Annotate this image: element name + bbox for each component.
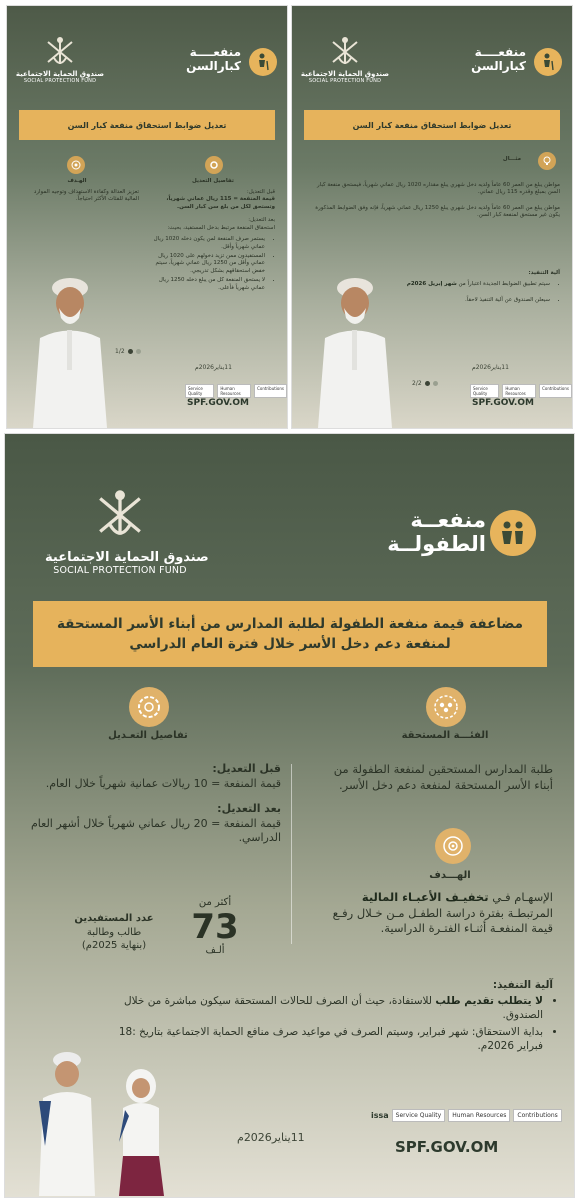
- khanjar-emblem-icon: [325, 34, 365, 70]
- count-block: [175, 896, 255, 957]
- elderly-person-icon: [255, 53, 271, 71]
- target-group-text: طلبة المدارس المستحقين لمنفعة الطفولة من أبناء الأسر المستحقة لمنفعة دعم دخل الأسر.: [333, 762, 553, 792]
- count-suffix: ألـف: [205, 944, 225, 956]
- goal-text: تعزيز العدالة وكفاءة الاستهداف وتوجيه الموارد المالية للفئات الأكثر احتياجاً.: [33, 189, 139, 203]
- list-item: • يستمر صرف المنفعة لمن يكون دخله 1020 ريال عماني شهرياً وأقل.: [153, 236, 265, 251]
- example-1: مواطن يبلغ من العمر 60 عاماً ولديه دخل شهري يبلغ مقداره 1020 ريال عماني شهرياً، فيستحق منفعة كبار السن بمبلغ وقدره 115 ريال عماني.: [316, 182, 560, 196]
- implementation-block: [392, 270, 560, 306]
- cert-badge: Contributions: [539, 384, 572, 398]
- before-heading: قبل التعديل:: [212, 762, 281, 775]
- implementation-block: [95, 978, 553, 1055]
- details-block: [153, 189, 275, 294]
- conditions-list: [153, 236, 275, 292]
- list-item: • لا يتطلب تقديم طلب للاستفادة، حيث أن الصرف للحالات المستحقة سيكون مباشرة من خلال الصندوق.: [95, 994, 543, 1022]
- after-text: قيمة المنفعة = 20 ريال عماني شهرياً خلال أشهر العام الدراسي.: [30, 816, 281, 845]
- org-name-ar: صندوق الحماية الاجتماعية: [15, 70, 105, 78]
- poster-childhood: [4, 433, 575, 1198]
- spf-logo: [45, 484, 209, 576]
- elderly-person-icon: [540, 53, 556, 71]
- impl-heading: آلية التنفيذ:: [528, 270, 560, 276]
- list-item: • سيعلن الصندوق عن آلية التنفيذ لاحقاً.: [392, 297, 550, 304]
- target-icon: [435, 828, 471, 864]
- count-number: 73: [191, 906, 239, 947]
- website-link[interactable]: SPF.GOV.OM: [472, 398, 534, 408]
- list-item: • بداية الاستحقاق: شهر فبراير، وسيتم الصرف في مواعيد صرف منافع الحماية الاجتماعية بتاريخ :18 فبراير 2026م.: [95, 1025, 543, 1053]
- target-icon: [67, 156, 85, 174]
- org-name-en: SOCIAL PROTECTION FUND: [53, 565, 187, 576]
- page-title: منفعــــة كبارالسن: [471, 45, 526, 73]
- spf-logo: [300, 34, 390, 84]
- elderly-man-illustration: [25, 268, 115, 428]
- example-heading: مثـــال: [502, 156, 522, 162]
- certifications: [470, 384, 572, 398]
- before-text: قيمة المنفعة = 115 ريال عماني شهرياً، وتستحق لكل من بلغ سن كبار السن.: [166, 196, 275, 210]
- page-dot: [128, 349, 133, 354]
- org-name-ar: صندوق الحماية الاجتماعية: [45, 550, 209, 565]
- page-title: منفعــــة كبارالسن: [186, 45, 241, 73]
- cert-badge: Contributions: [513, 1109, 561, 1122]
- count-label-sub: طالب وطالبة: [86, 926, 142, 938]
- spf-logo: [15, 34, 105, 84]
- cert-badge: Contributions: [254, 384, 287, 398]
- website-link[interactable]: SPF.GOV.OM: [187, 398, 249, 408]
- headline-banner: مضاعفة قيمة منفعة الطفولة لطلبة المدارس من أبناء الأسر المستحقة لمنفعة دعم دخل الأسر خلال فترة العام الدراسي: [33, 601, 547, 667]
- children-icon: [499, 520, 527, 546]
- poster-elderly-2: [291, 5, 573, 429]
- count-label-note: (بنهاية 2025م): [81, 940, 147, 951]
- details-heading: تفاصيل التعديل: [192, 178, 234, 184]
- pagination: [115, 348, 141, 355]
- page-indicator: 2/2: [412, 380, 422, 387]
- certifications: [185, 384, 287, 398]
- children-badge: [490, 510, 536, 556]
- org-name-en: SOCIAL PROTECTION FUND: [23, 78, 97, 84]
- org-name-en: SOCIAL PROTECTION FUND: [308, 78, 382, 84]
- page-title: منفعــة الطفولــة: [387, 508, 486, 557]
- count-labels: [57, 912, 171, 953]
- elderly-badge: [534, 48, 562, 76]
- list-item: • لا يستحق المنفعة كل من يبلغ دخله 1250 ريال عماني شهرياً فأعلى.: [153, 277, 265, 292]
- pagination: [412, 380, 438, 387]
- publish-date: 11يناير2026م: [472, 364, 509, 371]
- certifications: [371, 1109, 562, 1122]
- page-dot: [433, 381, 438, 386]
- before-text: قيمة المنفعة = 10 ريالات عمانية شهرياً خلال العام.: [45, 776, 281, 790]
- khanjar-emblem-icon: [40, 34, 80, 70]
- before-heading: قبل التعديل:: [246, 189, 275, 195]
- khanjar-emblem-icon: [87, 484, 153, 546]
- count-label-title: عدد المستفيدين: [74, 913, 154, 924]
- headline-banner: تعديل ضوابط استحقاق منفعة كبار السن: [304, 110, 560, 140]
- publish-date: 11يناير2026م: [195, 364, 232, 371]
- cert-badge: Service Quality: [185, 384, 214, 398]
- website-link[interactable]: SPF.GOV.OM: [395, 1138, 499, 1156]
- details-block: [25, 762, 281, 846]
- poster-elderly-1: [6, 5, 288, 429]
- page-indicator: 1/2: [115, 348, 125, 355]
- column-divider: [291, 764, 292, 944]
- impl-heading: آلية التنفيذ:: [492, 979, 553, 991]
- after-heading: بعد التعديل:: [248, 217, 275, 224]
- target-group-heading: الفئـــة المستحقة: [401, 730, 489, 741]
- count-prefix: أكثر من: [198, 897, 232, 908]
- page-dot: [425, 381, 430, 386]
- issa-logo: issa: [371, 1111, 389, 1120]
- example-2: مواطن يبلغ من العمر 60 عاماً ولديه دخل شهري يبلغ 1250 ريال عماني شهرياً، فإنه وفق الضوابط المذكورة يكون غير مستحق لمنفعة كبار السن.: [315, 204, 560, 219]
- publish-date: 11يناير2026م: [237, 1131, 305, 1144]
- page-dot: [136, 349, 141, 354]
- elderly-man-illustration: [310, 268, 400, 428]
- details-heading: تفاصيل التعـديل: [108, 730, 188, 741]
- cert-badge: Human Resources: [448, 1109, 510, 1122]
- lightbulb-icon: [538, 152, 556, 170]
- goal-heading: الهـــدف: [429, 870, 471, 881]
- gear-icon: [129, 687, 169, 727]
- cert-badge: Human Resources: [502, 384, 536, 398]
- example-block: [304, 182, 560, 220]
- cert-badge: Service Quality: [470, 384, 499, 398]
- headline-banner: تعديل ضوابط استحقاق منفعة كبار السن: [19, 110, 275, 140]
- goal-text: الإسهـام فـي تخفيـف الأعبـاء المالية المرتبطـة بفترة دراسة الطفـل مـن خـلال رفـع قيمة المنفعـة أثنـاء الفتـرة الدراسية.: [332, 890, 553, 936]
- cert-badge: Service Quality: [392, 1109, 446, 1122]
- cert-badge: Human Resources: [217, 384, 251, 398]
- elderly-badge: [249, 48, 277, 76]
- list-item: • المستفيدون ممن تزيد دخولهم على 1020 ريال عماني وأقل من 1250 ريال عماني شهرياً، سيتم خفض استحقاقهم بشكل تدريجي.: [153, 253, 265, 275]
- after-heading: بعد التعديل:: [217, 801, 281, 815]
- gear-icon: [205, 156, 223, 174]
- children-illustration: [19, 1046, 179, 1196]
- after-text: استحقاق المنفعة مرتبط بدخل المستفيد، بحيث:: [167, 224, 275, 231]
- goal-heading: الهـدف: [67, 178, 87, 184]
- org-name-ar: صندوق الحماية الاجتماعية: [300, 70, 390, 78]
- group-icon: [426, 687, 466, 727]
- list-item: • سيتم تطبيق الضوابط الجديدة اعتباراً من شهر إبريل 2026م: [392, 281, 550, 288]
